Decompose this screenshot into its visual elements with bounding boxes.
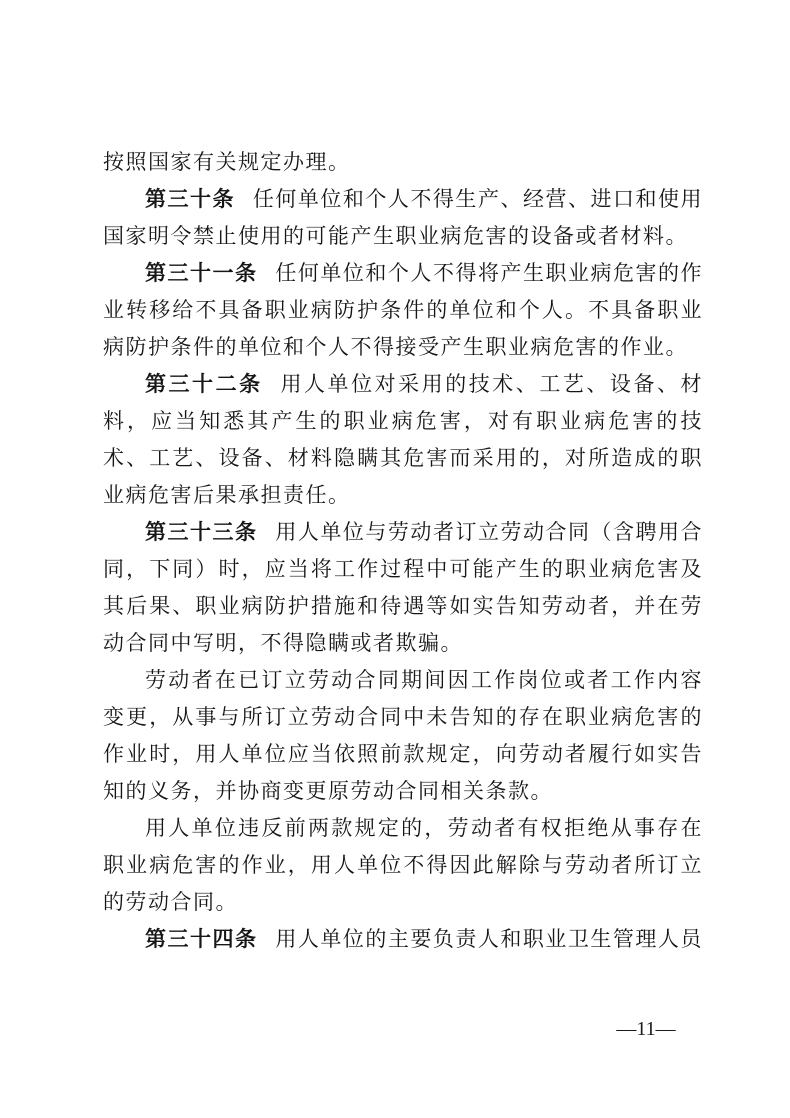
document-body <box>103 144 703 958</box>
paragraph-article-33-clause-3 <box>103 810 703 921</box>
paragraph-article-34 <box>103 921 703 958</box>
article-30-heading: 第三十条 <box>145 188 236 211</box>
article-34-heading: 第三十四条 <box>145 928 258 951</box>
paragraph-article-31 <box>103 255 703 366</box>
page-number: —11— <box>616 1018 676 1040</box>
paragraph-text: 用人单位对采用的技术、工艺、设备、材料，应当知悉其产生的职业病危害，对有职业病危害的技术、工艺、设备、材料隐瞒其危害而采用的，对所造成的职业病危害后果承担责任。 <box>103 372 704 507</box>
article-33-heading: 第三十三条 <box>145 521 258 544</box>
article-31-heading: 第三十一条 <box>145 262 258 285</box>
paragraph-continuation <box>103 144 703 181</box>
paragraph-text: 用人单位的主要负责人和职业卫生管理人员 <box>275 927 703 951</box>
paragraph-text: 劳动者在已订立劳动合同期间因工作岗位或者工作内容变更，从事与所订立劳动合同中未告知的存在职业病危害的作业时，用人单位应当依照前款规定，向劳动者履行如实告知的义务，并协商变更原劳动合同相关条款。 <box>103 668 703 803</box>
paragraph-article-33 <box>103 514 703 662</box>
paragraph-article-33-clause-2 <box>103 662 703 810</box>
paragraph-text: 任何单位和个人不得将产生职业病危害的作业转移给不具备职业病防护条件的单位和个人。不具备职业病防护条件的单位和个人不得接受产生职业病危害的作业。 <box>103 261 704 359</box>
paragraph-text: 用人单位违反前两款规定的，劳动者有权拒绝从事存在职业病危害的作业，用人单位不得因此解除与劳动者所订立的劳动合同。 <box>103 816 703 914</box>
paragraph-article-32 <box>103 366 703 514</box>
paragraph-text: 用人单位与劳动者订立劳动合同（含聘用合同，下同）时，应当将工作过程中可能产生的职业病危害及其后果、职业病防护措施和待遇等如实告知劳动者，并在劳动合同中写明，不得隐瞒或者欺骗。 <box>103 520 704 655</box>
paragraph-text: 按照国家有关规定办理。 <box>103 150 351 174</box>
paragraph-article-30 <box>103 181 703 255</box>
paragraph-text: 任何单位和个人不得生产、经营、进口和使用国家明令禁止使用的可能产生职业病危害的设备或者材料。 <box>103 187 704 248</box>
article-32-heading: 第三十二条 <box>145 373 263 396</box>
